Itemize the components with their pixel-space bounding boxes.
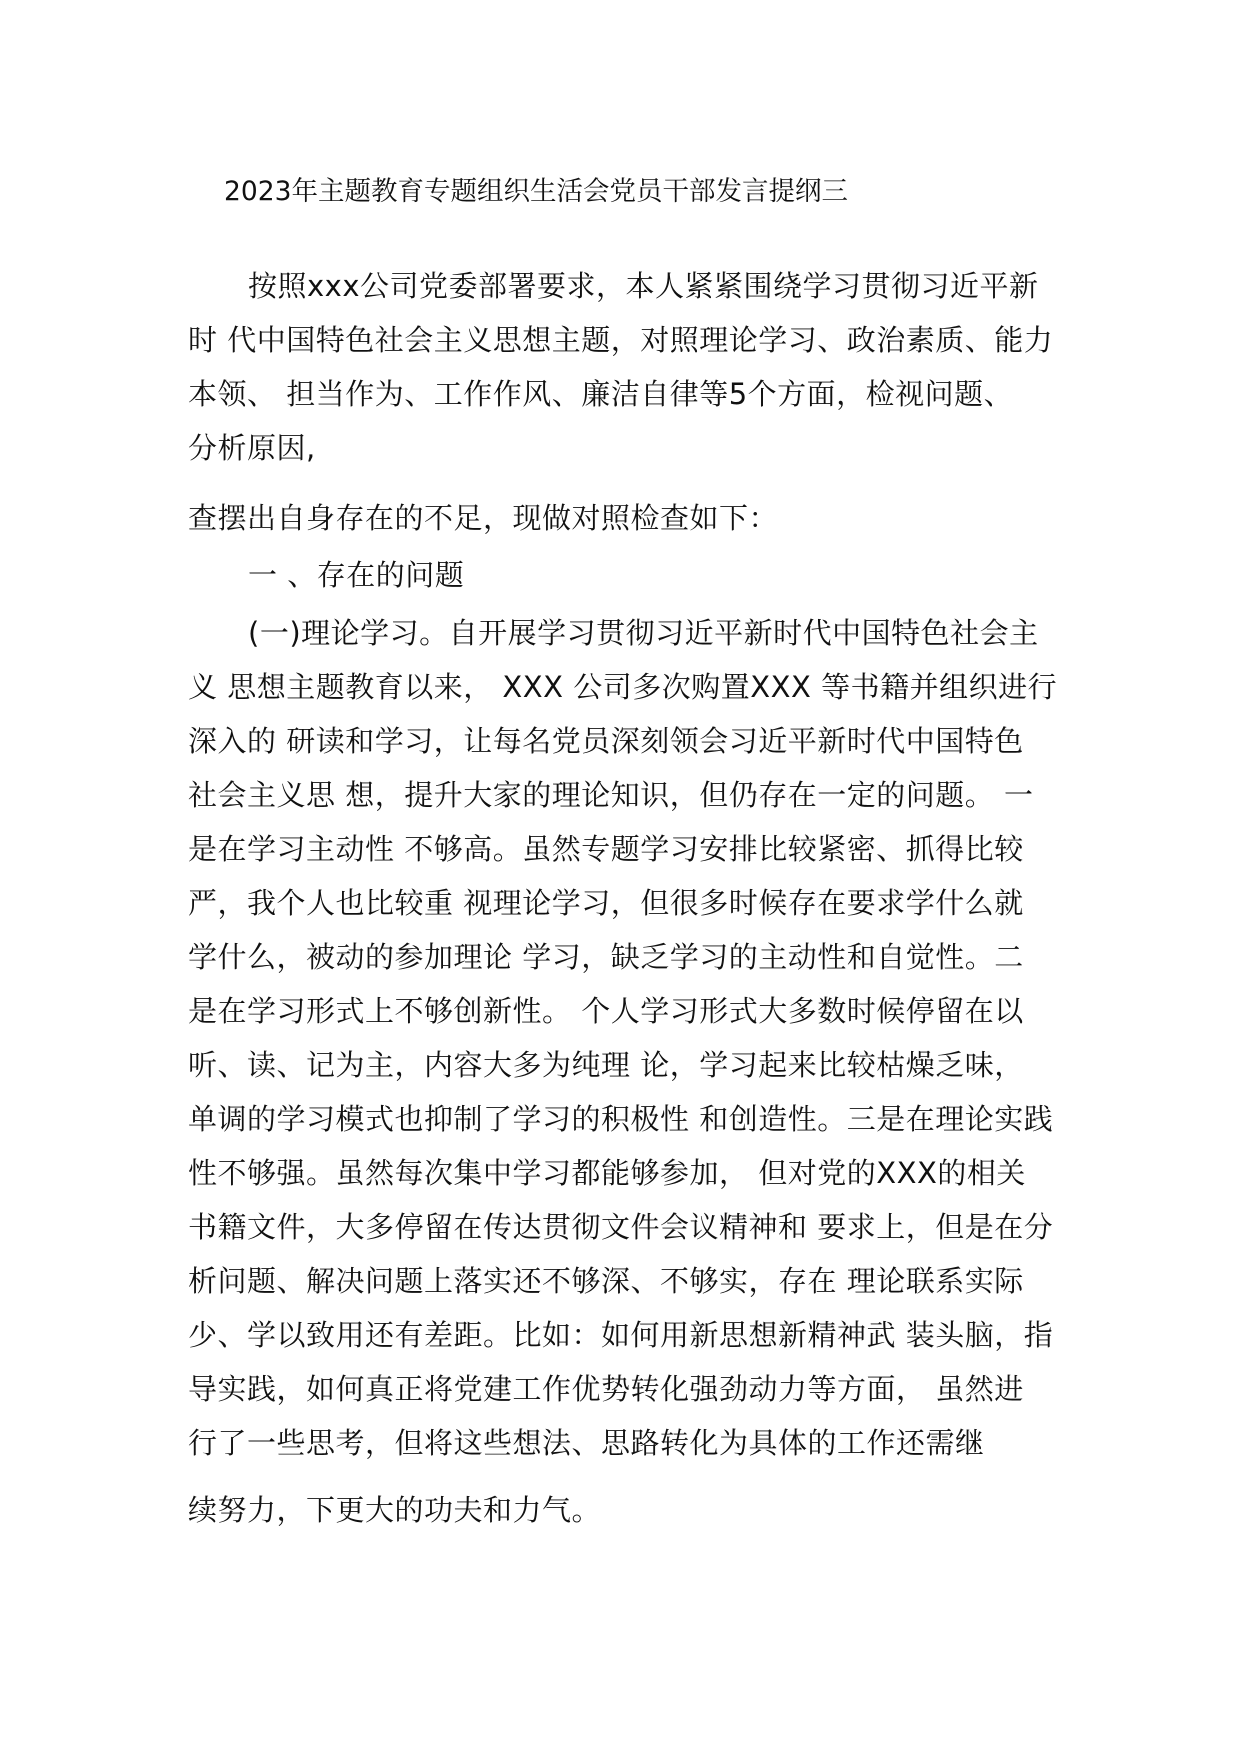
paragraph-line: 少、学以致用还有差距。比如：如何用新思想新精神武 装头脑，指 (188, 1318, 1054, 1352)
paragraph-line: 是在学习形式上不够创新性。 个人学习形式大多数时候停留在以 (188, 994, 1024, 1028)
document-title: 2023年主题教育专题组织生活会党员干部发言提纲三 (224, 176, 848, 207)
paragraph-line: 单调的学习模式也抑制了学习的积极性 和创造性。三是在理论实践 (188, 1102, 1054, 1136)
paragraph-line: 行了一些思考，但将这些想法、思路转化为具体的工作还需继 (188, 1426, 985, 1460)
paragraph-line: 续努力，下更大的功夫和力气。 (188, 1493, 602, 1527)
section-heading: 一 、存在的问题 (248, 558, 465, 592)
paragraph-line: 查摆出自身存在的不足，现做对照检查如下： (188, 501, 779, 535)
paragraph-line: 析问题、解决问题上落实还不够深、不够实，存在 理论联系实际 (188, 1264, 1024, 1298)
paragraph-line: 本领、 担当作为、工作作风、廉洁自律等5个方面，检视问题、 (188, 377, 1014, 411)
paragraph-line: (一)理论学习。自开展学习贯彻习近平新时代中国特色社会主 (248, 616, 1039, 650)
paragraph-line: 社会主义思 想，提升大家的理论知识，但仍存在一定的问题。 一 (188, 778, 1034, 812)
paragraph-line: 是在学习主动性 不够高。虽然专题学习安排比较紧密、抓得比较 (188, 832, 1024, 866)
paragraph-line: 深入的 研读和学习，让每名党员深刻领会习近平新时代中国特色 (188, 724, 1024, 758)
paragraph-line: 学什么，被动的参加理论 学习，缺乏学习的主动性和自觉性。二 (188, 940, 1024, 974)
paragraph-line: 分析原因, (188, 431, 316, 465)
paragraph-line: 导实践，如何真正将党建工作优势转化强劲动力等方面， 虽然进 (188, 1372, 1024, 1406)
paragraph-line: 义 思想主题教育以来， XXX 公司多次购置XXX 等书籍并组织进行 (188, 670, 1058, 704)
paragraph-line: 时 代中国特色社会主义思想主题，对照理论学习、政治素质、能力 (188, 323, 1054, 357)
paragraph-line: 性不够强。虽然每次集中学习都能够参加， 但对党的XXX的相关 (188, 1156, 1026, 1190)
paragraph-line: 按照xxx公司党委部署要求，本人紧紧围绕学习贯彻习近平新 (248, 269, 1039, 303)
paragraph-line: 听、读、记为主，内容大多为纯理 论，学习起来比较枯燥乏味， (188, 1048, 1024, 1082)
paragraph-line: 严，我个人也比较重 视理论学习，但很多时候存在要求学什么就 (188, 886, 1024, 920)
paragraph-line: 书籍文件，大多停留在传达贯彻文件会议精神和 要求上，但是在分 (188, 1210, 1054, 1244)
